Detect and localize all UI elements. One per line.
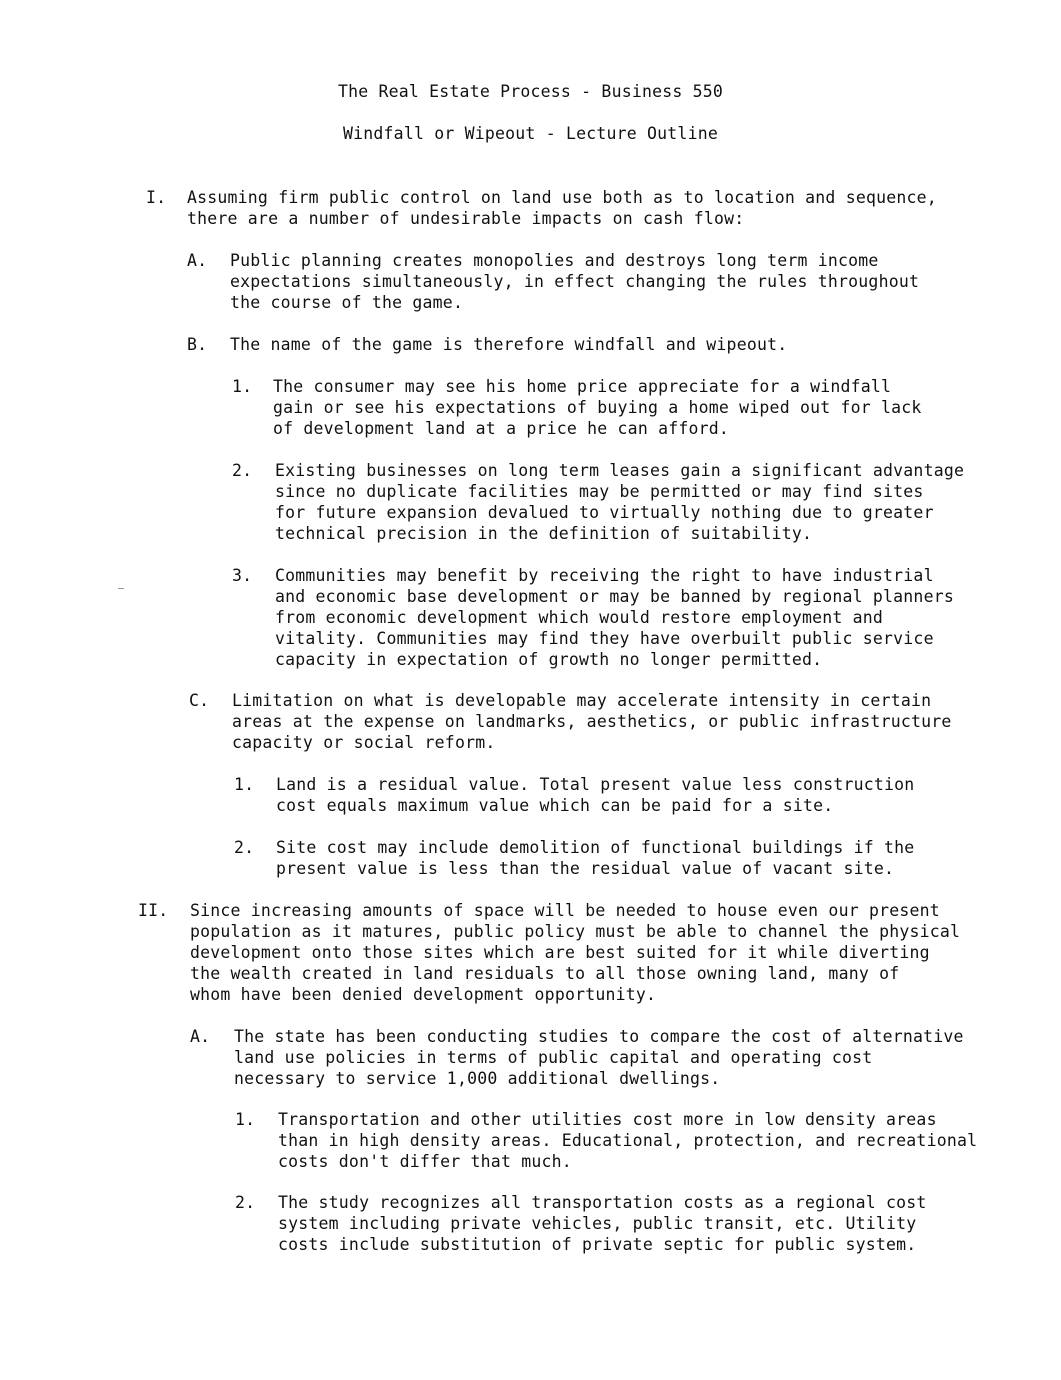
point-marker-i-c-1: 1. [234,775,255,794]
point-marker-i-b-2: 2. [232,461,253,480]
document-title: The Real Estate Process - Business 550 [337,82,724,101]
document-subtitle: Windfall or Wipeout - Lecture Outline [343,124,718,143]
subsection-marker-i-c: C. [189,691,210,710]
point-marker-ii-a-2: 2. [235,1193,256,1212]
point-i-b-3-text: Communities may benefit by receiving the right to have industrial and economic base development or may be banned by regional planners from economic development which would restore employment and vitality. Communities may find they have overbuilt public service capacity in expectation of growth no longer permitted. [275,566,954,669]
section-marker-i: I. [146,188,167,207]
point-marker-i-b-3: 3. [232,566,253,585]
point-i-b-2-text: Existing businesses on long term leases gain a significant advantage since no duplicate facilities may be permitted or may find sites for future expansion devalued to virtually nothing due to greater technical precision in the definition of suitability. [275,461,965,543]
subsection-i-b-text: The name of the game is therefore windfall and wipeout. [230,335,788,354]
subsection-ii-a-text: The state has been conducting studies to compare the cost of alternative land use policies in terms of public capital and operating cost necessary to service 1,000 additional dwellings. [234,1027,964,1088]
subsection-marker-ii-a: A. [190,1027,211,1046]
subsection-marker-i-b: B. [187,335,208,354]
point-ii-a-1-text: Transportation and other utilities cost more in low density areas than in high density areas. Educational, protection, and recreational costs don't differ that much. [278,1110,978,1171]
section-ii-text: Since increasing amounts of space will be needed to house even our present population as it matures, public policy must be able to channel the physical development onto those sites which are best suited for it while diverting the wealth created in land residuals to all those owning land, many of whom have been denied development opportunity. [190,901,961,1004]
scan-artifact [118,588,124,589]
point-marker-i-b-1: 1. [232,377,253,396]
point-marker-ii-a-1: 1. [235,1110,256,1129]
section-marker-ii: II. [138,901,169,920]
point-marker-i-c-2: 2. [234,838,255,857]
point-i-c-2-text: Site cost may include demolition of functional buildings if the present value is less than the residual value of vacant site. [276,838,915,878]
subsection-i-a-text: Public planning creates monopolies and destroys long term income expectations simultaneously, in effect changing the rules throughout the course of the game. [230,251,920,312]
subsection-i-c-text: Limitation on what is developable may accelerate intensity in certain areas at the expense on landmarks, aesthetics, or public infrastructure capacity or social reform. [232,691,952,752]
point-ii-a-2-text: The study recognizes all transportation costs as a regional cost system including private vehicles, public transit, etc. Utility costs include substitution of private septic for public system. [278,1193,927,1254]
point-i-c-1-text: Land is a residual value. Total present value less construction cost equals maximum value which can be paid for a site. [276,775,915,815]
subsection-marker-i-a: A. [187,251,208,270]
section-i-text: Assuming firm public control on land use both as to location and sequence, there are a number of undesirable impacts on cash flow: [187,188,937,228]
point-i-b-1-text: The consumer may see his home price appreciate for a windfall gain or see his expectations of buying a home wiped out for lack of development land at a price he can afford. [273,377,922,438]
